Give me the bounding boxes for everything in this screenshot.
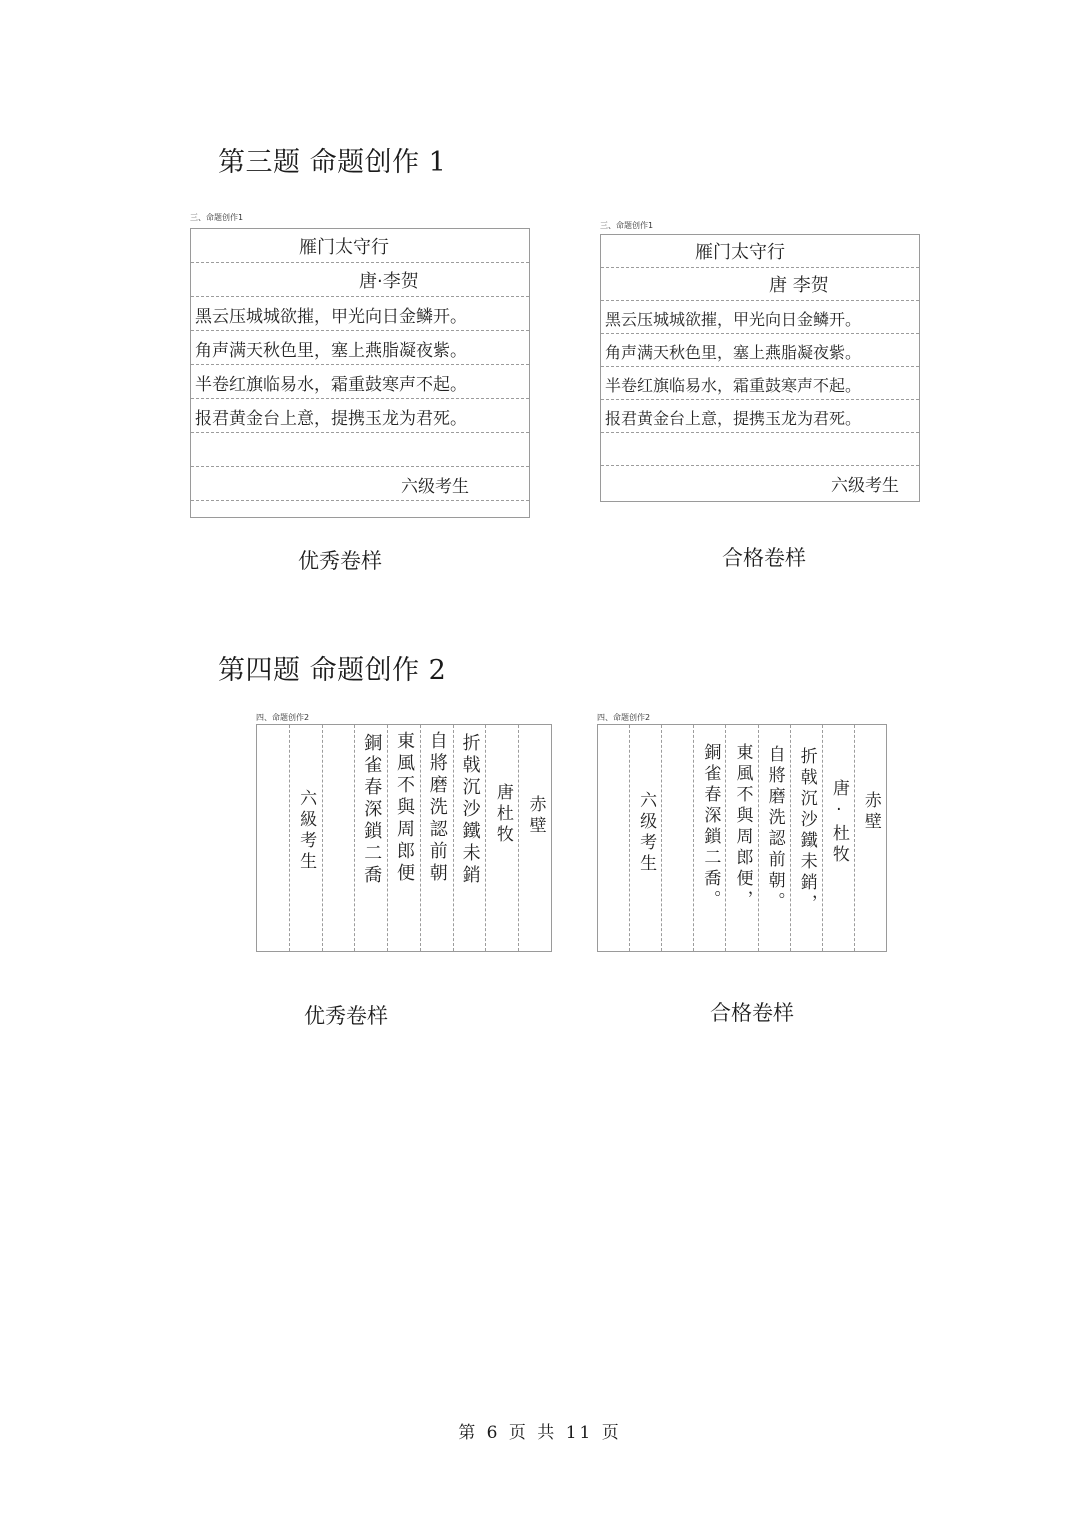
poem-column: 東風不與周郎便 <box>387 725 420 951</box>
poem-column: 東風不與周郎便， <box>725 725 757 951</box>
section3-title: 第三题 命题创作 1 <box>218 147 447 178</box>
poem-column: 銅雀春深鎖二喬 <box>354 725 387 951</box>
excellent-caption-3: 优秀卷样 <box>298 549 382 573</box>
ruled-paper <box>190 228 530 518</box>
section4-title: 第四题 命题创作 2 <box>218 655 447 686</box>
sheet-header: 三、命题创作1 <box>190 213 244 222</box>
author-column: 唐杜牧 <box>485 725 518 951</box>
sheet-header: 四、命题创作2 <box>256 713 310 722</box>
column <box>598 725 629 951</box>
poem-line: 角声满天秋色里，塞上燕脂凝夜紫。 <box>601 334 919 367</box>
column-paper <box>256 724 552 952</box>
poem-column: 自將磨洗認前朝 <box>420 725 453 951</box>
page-number-footer: 第 6 页 共 11 页 <box>458 1423 622 1443</box>
column <box>322 725 355 951</box>
blank-line <box>601 433 919 466</box>
poem-title-line: 雁门太守行 <box>601 235 919 268</box>
signature-column: 六級考生 <box>289 725 322 951</box>
poem-line: 角声满天秋色里，塞上燕脂凝夜紫。 <box>191 331 529 365</box>
poem-title-column: 赤壁 <box>854 725 886 951</box>
excellent-sample-sheet-4 <box>256 712 552 952</box>
author-column: 唐·杜牧 <box>822 725 854 951</box>
pass-caption-4: 合格卷样 <box>710 1001 794 1025</box>
poem-column: 折戟沉沙鐵未銷 <box>453 725 486 951</box>
poem-line: 黑云压城城欲摧，甲光向日金鳞开。 <box>601 301 919 334</box>
pass-caption-3: 合格卷样 <box>722 546 806 570</box>
poem-column: 銅雀春深鎖二喬。 <box>693 725 725 951</box>
poem-title-column: 赤壁 <box>518 725 551 951</box>
poem-column: 折戟沉沙鐵未銷， <box>790 725 822 951</box>
column <box>257 725 289 951</box>
excellent-sample-sheet-3 <box>190 212 542 516</box>
poem-line: 半卷红旗临易水，霜重鼓寒声不起。 <box>191 365 529 399</box>
signature-column: 六级考生 <box>629 725 661 951</box>
poem-column: 自將磨洗認前朝。 <box>758 725 790 951</box>
signature-line: 六级考生 <box>831 476 899 496</box>
poem-line: 报君黄金台上意，提携玉龙为君死。 <box>191 399 529 433</box>
poem-line: 报君黄金台上意，提携玉龙为君死。 <box>601 400 919 433</box>
sheet-header: 四、命题创作2 <box>597 713 651 722</box>
pass-sample-sheet-4 <box>597 712 889 954</box>
poem-line: 黑云压城城欲摧，甲光向日金鳞开。 <box>191 297 529 331</box>
ruled-paper <box>600 234 920 502</box>
column <box>661 725 693 951</box>
poem-line: 半卷红旗临易水，霜重鼓寒声不起。 <box>601 367 919 400</box>
column-paper <box>597 724 887 952</box>
excellent-caption-4: 优秀卷样 <box>304 1004 388 1028</box>
poem-author-line: 唐 李贺 <box>601 268 919 301</box>
blank-line <box>191 433 529 467</box>
pass-sample-sheet-3 <box>600 220 922 516</box>
signature-line: 六级考生 <box>191 467 529 501</box>
sheet-header: 三、命题创作1 <box>600 221 654 230</box>
poem-author-line: 唐·李贺 <box>191 263 529 297</box>
poem-title-line: 雁门太守行 <box>191 229 529 263</box>
